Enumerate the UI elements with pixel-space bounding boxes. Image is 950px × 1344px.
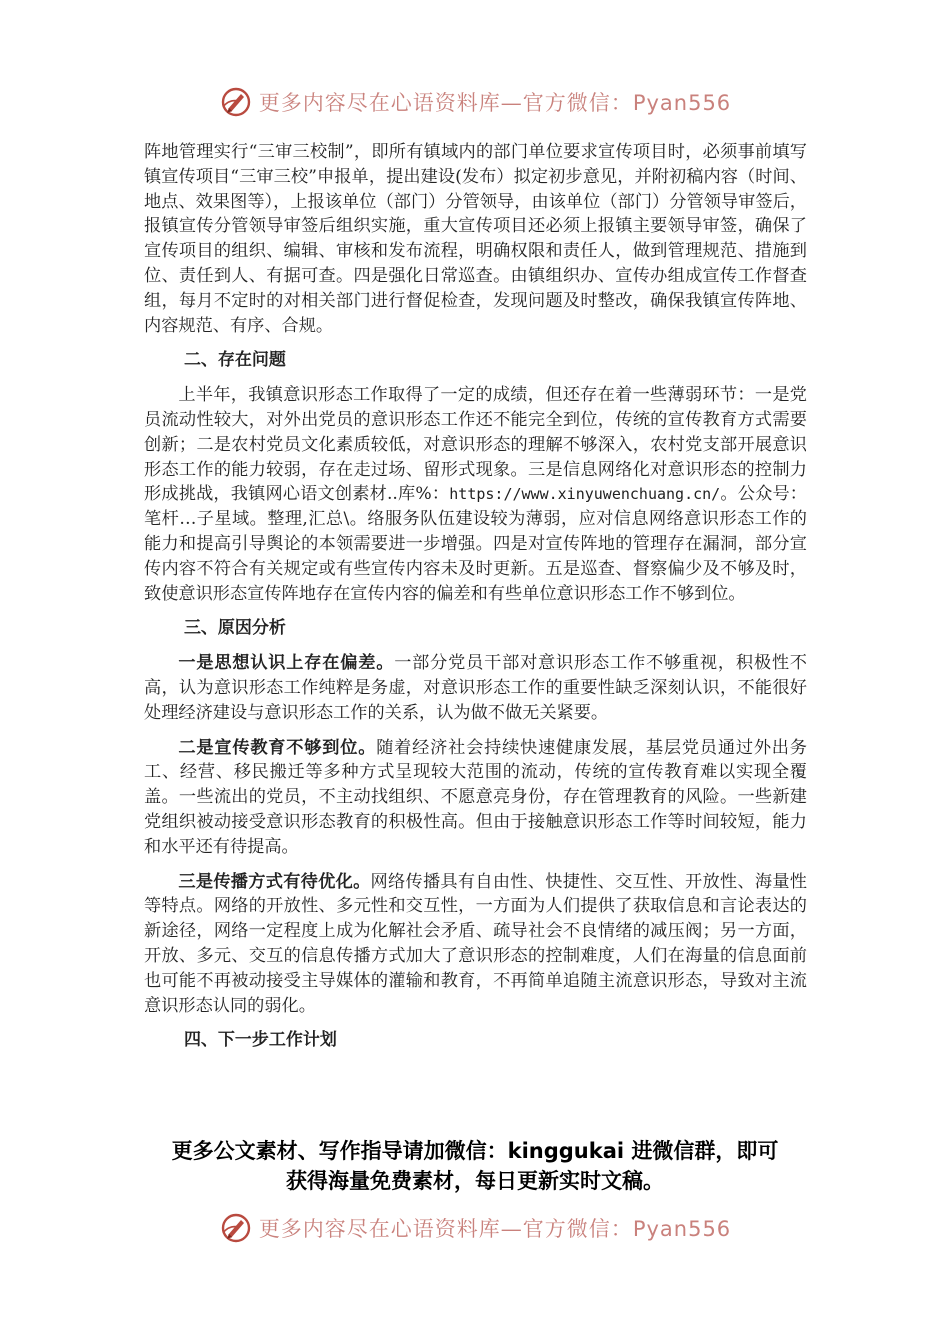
problems-text-part2: 。公众号：笔杆…子星域。整理,汇总\。络服务队伍建设较为薄弱，应对信息网络意识形态工作的能力和提高引导舆论的本领需要进一步增强。四是对宣传阵地的管理存在漏洞，部分宣传内容不符合有关规定或有些宣传内容未及时更新。五是巡查、督察偏少及不够及时，致使意识形态宣传阵地存在宣传内容的偏差和有些单位意识形态工作不够到位。 [144, 484, 807, 604]
banner-caption: 更多内容尽在心语资料库—官方微信： [258, 91, 633, 115]
problems-url: https://www.xinyuwenchuang.cn/ [449, 485, 721, 504]
promo-line-1: 更多公文素材、写作指导请加微信：kinggukai 进微信群，即可 [171, 1139, 779, 1163]
paragraph-cause-2 [144, 736, 807, 860]
banner-text [259, 1213, 731, 1243]
heading-next-steps: 四、下一步工作计划 [183, 1030, 337, 1051]
paragraph-cause-3 [144, 870, 807, 1019]
cause-3-text: 网络传播具有自由性、快捷性、交互性、开放性、海量性等特点。网络的开放性、多元性和交互性，一方面为人们提供了获取信息和言论表达的新途径，网络一定程度上成为化解社会矛盾、疏导社会不良情绪的减压阀；另一方面，开放、多元、交互的信息传播方式加大了意识形态的控制难度，人们在海量的信息面前也可能不再被动接受主导媒体的灌输和教育，不再简单追随主流意识形态，导致对主流意识形态认同的弱化。 [144, 871, 807, 1016]
pen-logo-icon [219, 1211, 253, 1245]
cause-2-text: 随着经济社会持续快速健康发展，基层党员通过外出务工、经营、移民搬迁等多种方式呈现较大范围的流动，传统的宣传教育难以实现全覆盖。一些流出的党员，不主动找组织、不愿意亮身份，存在管理教育的风险。一些新建党组织被动接受意识形态教育的积极性高。但由于接触意识形态工作等时间较短，能力和水平还有待提高。 [144, 737, 807, 857]
heading-problems: 二、存在问题 [183, 350, 286, 371]
cause-1-text: 一部分党员干部对意识形态工作不够重视，积极性不高，认为意识形态工作纯粹是务虚，对意识形态工作的重要性缺乏深刻认识，不能很好处理经济建设与意识形态工作的关系，认为做不做无关紧要。 [144, 653, 807, 723]
pen-logo-icon [219, 85, 253, 119]
document-body [144, 140, 807, 1063]
cause-2-lead: 二是宣传教育不够到位。 [178, 737, 377, 758]
footer-banner [0, 1208, 950, 1248]
heading-causes: 三、原因分析 [183, 618, 286, 639]
header-banner [0, 82, 950, 122]
cause-1-lead: 一是思想认识上存在偏差。 [178, 653, 395, 674]
paragraph-cause-1 [144, 651, 807, 725]
problems-text-part1: 上半年，我镇意识形态工作取得了一定的成绩，但还存在着一些薄弱环节：一是党员流动性较大，对外出党员的意识形态工作还不能完全到位，传统的宣传教育方式需要创新；二是农村党员文化素质较低，对意识形态的理解不够深入，农村党支部开展意识形态工作的能力较弱，存在走过场、留形式现象。三是信息网络化对意识形态的控制力形成挑战，我镇网心语文创素材..库%： [144, 385, 807, 505]
banner-text [259, 87, 731, 117]
promo-notice [100, 1136, 850, 1196]
cause-3-lead: 三是传播方式有待优化。 [178, 871, 371, 892]
banner-caption: 更多内容尽在心语资料库—官方微信： [258, 1217, 633, 1241]
paragraph-problems [144, 383, 807, 606]
banner-wechat-id: Pyan556 [632, 1217, 732, 1241]
banner-wechat-id: Pyan556 [632, 91, 732, 115]
paragraph-management: 阵地管理实行“三审三校制”，即所有镇域内的部门单位要求宣传项目时，必须事前填写镇宣传项目“三审三校”申报单，提出建设(发布）拟定初步意见，并附初稿内容（时间、地点、效果图等），上报该单位（部门）分管领导，由该单位（部门）分管领导审签后，报镇宣传分管领导审签后组织实施，重大宣传项目还必须上报镇主要领导审签，确保了宣传项目的组织、编辑、审核和发布流程，明确权限和责任人，做到管理规范、措施到位、责任到人、有据可查。四是强化日常巡查。由镇组织办、宣传办组成宣传工作督查组，每月不定时的对相关部门进行督促检查，发现问题及时整改，确保我镇宣传阵地、内容规范、有序、合规。 [144, 142, 807, 336]
promo-line-2: 获得海量免费素材，每日更新实时文稿。 [286, 1169, 664, 1193]
